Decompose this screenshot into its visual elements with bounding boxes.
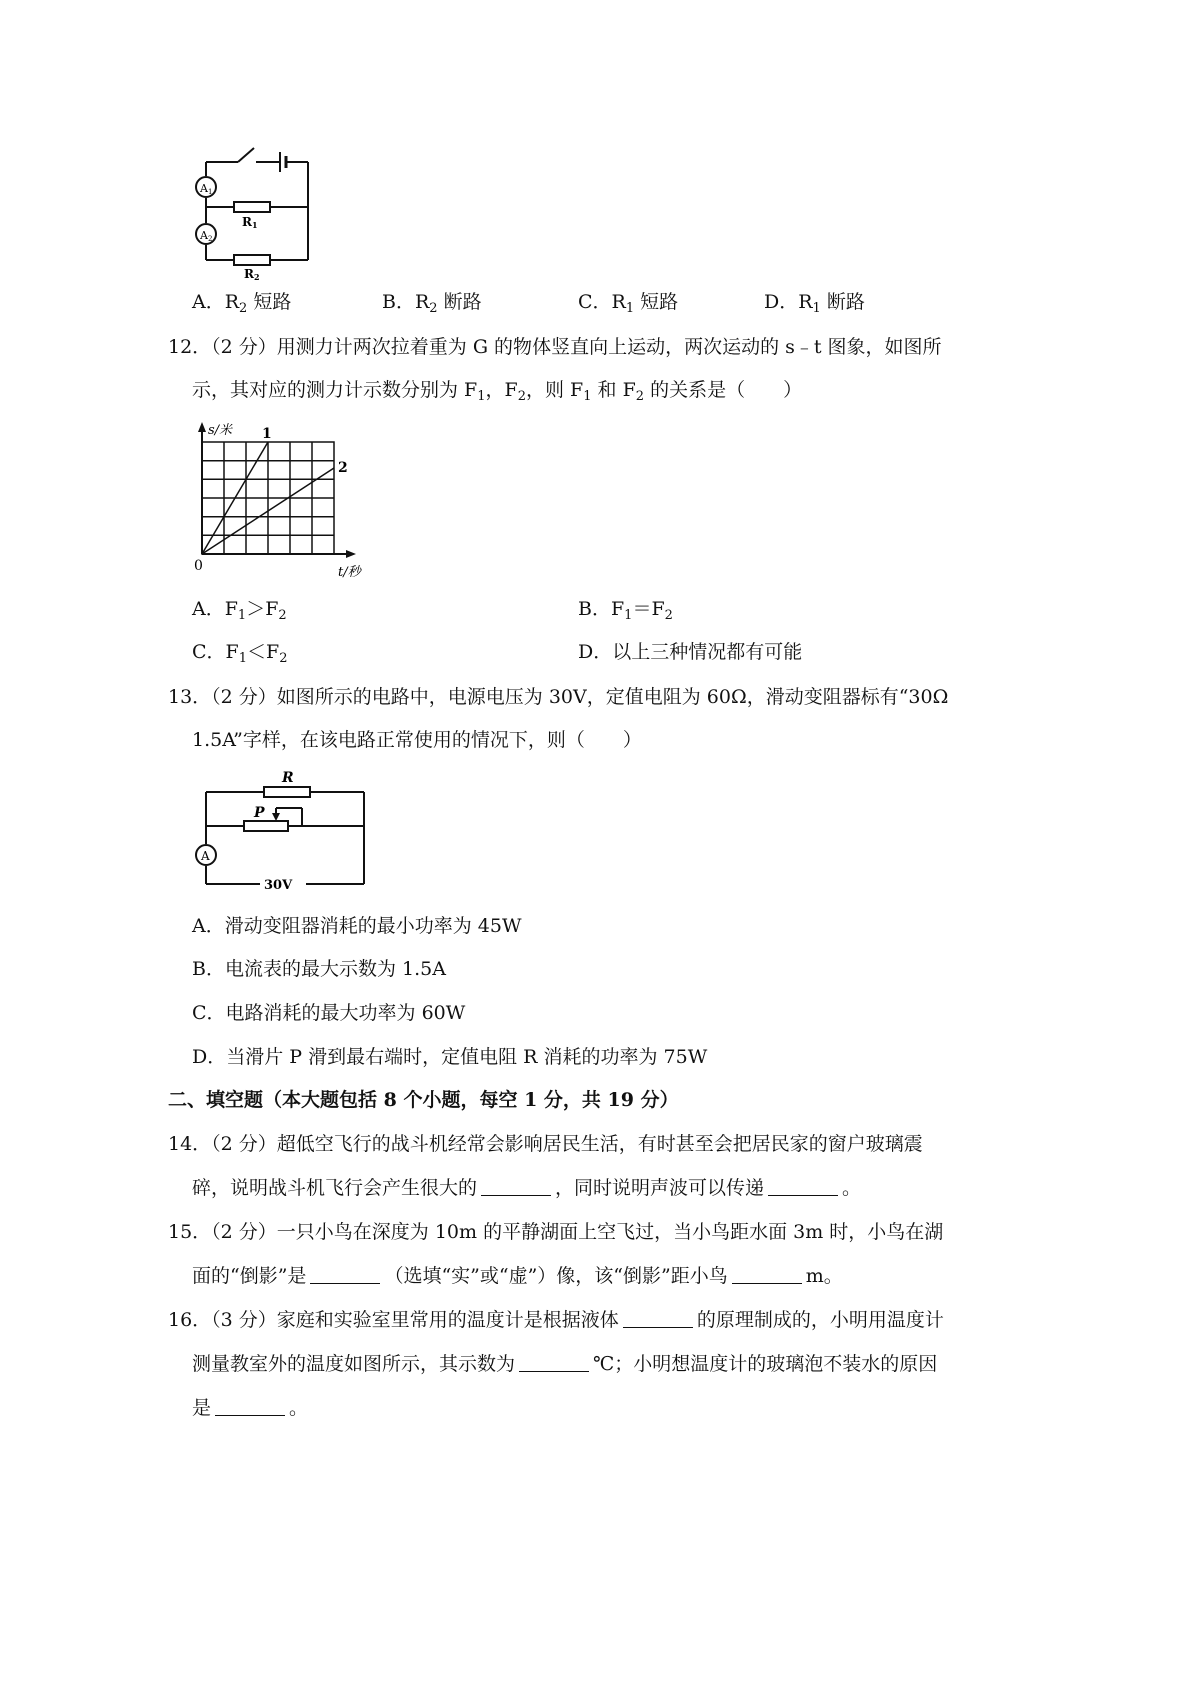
q14-blank-1[interactable] xyxy=(481,1177,551,1196)
q11-r2-label: R2 xyxy=(244,267,260,280)
q16-stem-line1: 16．（3 分）家庭和实验室里常用的温度计是根据液体 的原理制成的，小明用温度计 xyxy=(168,1309,944,1331)
q13-voltage-label: 30V xyxy=(264,878,293,893)
q15-stem-line1: 15．（2 分）一只小鸟在深度为 10m 的平静湖面上空飞过，当小鸟距水面 3m 时，小鸟在湖 xyxy=(168,1221,944,1243)
q12-option-a: A．$F_1>F_2$ xyxy=(192,598,287,623)
q11-option-a: A．$R_2$ 短路 xyxy=(192,291,292,316)
q13-option-b: B．电流表的最大示数为 1.5A xyxy=(192,958,446,980)
q11-option-c: C．$R_1$ 短路 xyxy=(578,291,679,316)
q12-xlabel: t/秒 xyxy=(338,565,361,580)
q13-option-a: A．滑动变阻器消耗的最小功率为 45W xyxy=(192,915,522,937)
q12-option-d: D．以上三种情况都有可能 xyxy=(578,641,803,663)
q11-option-d: D．$R_1$ 断路 xyxy=(764,291,865,316)
q13-p-label: P xyxy=(254,805,265,821)
q13-r-label: R xyxy=(282,770,294,786)
q11-r1-label: R1 xyxy=(242,215,258,230)
q12-option-c: C．$F_1<F_2$ xyxy=(192,641,288,666)
q12-origin: 0 xyxy=(194,558,203,574)
q13-option-d: D．当滑片 P 滑到最右端时，定值电阻 R 消耗的功率为 75W xyxy=(192,1046,708,1068)
q13-stem-line1: 13．（2 分）如图所示的电路中，电源电压为 30V，定值电阻为 60Ω，滑动变阻器标有“30Ω xyxy=(168,686,949,708)
q12-st-graph xyxy=(190,418,370,583)
q14-stem-line1: 14．（2 分）超低空飞行的战斗机经常会影响居民生活，有时甚至会把居民家的窗户玻璃震 xyxy=(168,1133,923,1155)
q15-blank-1[interactable] xyxy=(310,1265,380,1284)
q11-ammeter-a2-label: A2 xyxy=(200,229,213,243)
q13-ammeter-label: A xyxy=(201,849,210,863)
q12-line1-label: 1 xyxy=(262,426,272,442)
q14-stem-line2: 碎，说明战斗机飞行会产生很大的 ，同时说明声波可以传递 。 xyxy=(192,1177,862,1199)
q12-stem-line2: 示，其对应的测力计示数分别为 $F_1$，$F_2$，则 $F_1$ 和 $F_2$ 的关系是（ ） xyxy=(192,379,803,404)
q15-blank-2[interactable] xyxy=(732,1265,802,1284)
q11-ammeter-a1-label: A1 xyxy=(200,182,213,196)
q13-circuit-figure xyxy=(190,768,375,893)
q14-blank-2[interactable] xyxy=(768,1177,838,1196)
q16-stem-line2: 测量教室外的温度如图所示，其示数为 ℃；小明想温度计的玻璃泡不装水的原因 xyxy=(192,1353,938,1375)
q12-line2-label: 2 xyxy=(338,460,348,476)
q12-ylabel: s/米 xyxy=(208,423,233,438)
q11-option-b: B．$R_2$ 断路 xyxy=(382,291,482,316)
q11-circuit-figure xyxy=(190,140,330,280)
q12-stem-line1: 12．（2 分）用测力计两次拉着重为 G 的物体竖直向上运动，两次运动的 s﹣t 图象，如图所 xyxy=(168,336,942,358)
q13-stem-line2: 1.5A”字样，在该电路正常使用的情况下，则（ ） xyxy=(192,729,642,751)
q12-option-b: B．$F_1=F_2$ xyxy=(578,598,673,623)
q16-blank-3[interactable] xyxy=(215,1397,285,1416)
q13-option-c: C．电路消耗的最大功率为 60W xyxy=(192,1002,466,1024)
q15-stem-line2: 面的“倒影”是 （选填“实”或“虚”）像，该“倒影”距小鸟 m。 xyxy=(192,1265,843,1287)
q16-blank-2[interactable] xyxy=(519,1353,589,1372)
q16-blank-1[interactable] xyxy=(623,1309,693,1328)
section2-heading: 二、填空题（本大题包括 8 个小题，每空 1 分，共 19 分） xyxy=(168,1089,679,1111)
q16-stem-line3: 是 。 xyxy=(192,1397,309,1419)
